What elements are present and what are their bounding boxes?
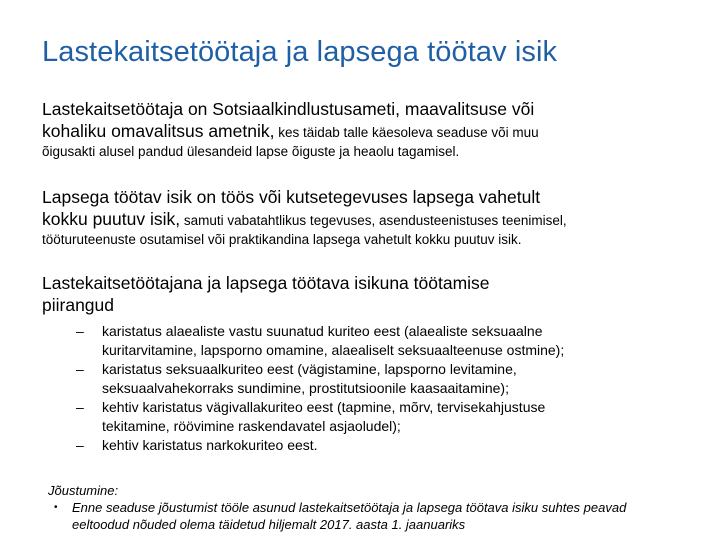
list-item <box>0 322 642 360</box>
definition-text: kokku puutuv isik, <box>42 209 181 229</box>
dash-icon: – <box>76 399 84 415</box>
definition-text: õigusakti alusel pandud ülesandeid lapse õiguste ja heaolu tagamisel. <box>42 144 460 159</box>
note-text: eeltoodud nõuded olema täidetud hiljemalt 2017. aasta 1. jaanuariks <box>72 517 466 532</box>
definition-person-working-with-child <box>42 186 702 249</box>
note-item <box>48 499 672 533</box>
dash-icon: – <box>76 437 84 453</box>
definition-text: tööturuteenuste osutamisel või praktikandina lapsega vahetult kokku puutuv isik. <box>42 232 522 247</box>
definition-text: samuti vabatahtlikus tegevuses, asendusteenistuses teenimisel, <box>180 213 567 228</box>
slide-title: Lastekaitsetöötaja ja lapsega töötav isik <box>42 36 558 68</box>
definition-text: Lapsega töötav isik on töös või kutsetegevuses lapsega vahetult <box>42 187 541 207</box>
restrictions-heading <box>42 272 702 316</box>
heading-line: piirangud <box>42 295 114 315</box>
list-item <box>0 360 642 398</box>
restrictions-list <box>0 322 720 455</box>
item-text: karistatus seksuaalkuriteo eest (vägistamine, lapsporno levitamine, <box>102 361 517 377</box>
definition-child-protection-worker <box>42 98 702 161</box>
item-text: kuritarvitamine, lapsporno omamine, alaealiselt seksuaalteenuse ostmine); <box>102 342 565 358</box>
definition-text: kohaliku omavalitsus ametnik, <box>42 121 275 141</box>
term: Lastekaitsetöötaja <box>42 99 184 119</box>
note-heading: Jõustumine: <box>48 483 119 498</box>
entry-into-force-note <box>48 482 672 533</box>
definition-text: on Sotsiaalkindlustusameti, maavalitsuse või <box>183 99 535 119</box>
item-text: kehtiv karistatus narkokuriteo eest. <box>102 437 318 453</box>
list-item <box>0 398 642 436</box>
bullet-icon: • <box>54 502 58 513</box>
dash-icon: – <box>76 361 84 377</box>
list-item <box>0 436 642 455</box>
dash-icon: – <box>76 323 84 339</box>
item-text: kehtiv karistatus vägivallakuriteo eest (tapmine, mõrv, tervisekahjustuse <box>102 399 546 415</box>
item-text: tekitamine, röövimine raskendavatel asjaoludel); <box>102 418 401 434</box>
heading-line: Lastekaitsetöötajana ja lapsega töötava isikuna töötamise <box>42 273 490 293</box>
item-text: seksuaalvahekorraks sundimine, prostitutsioonile kaasaaitamine); <box>102 380 509 396</box>
item-text: karistatus alaealiste vastu suunatud kuriteo eest (alaealiste seksuaalne <box>102 323 543 339</box>
note-text: Enne seaduse jõustumist tööle asunud lastekaitsetöötaja ja lapsega töötava isiku suhtes peavad <box>72 500 627 515</box>
definition-text: kes täidab talle käesoleva seaduse või muu <box>274 125 539 140</box>
